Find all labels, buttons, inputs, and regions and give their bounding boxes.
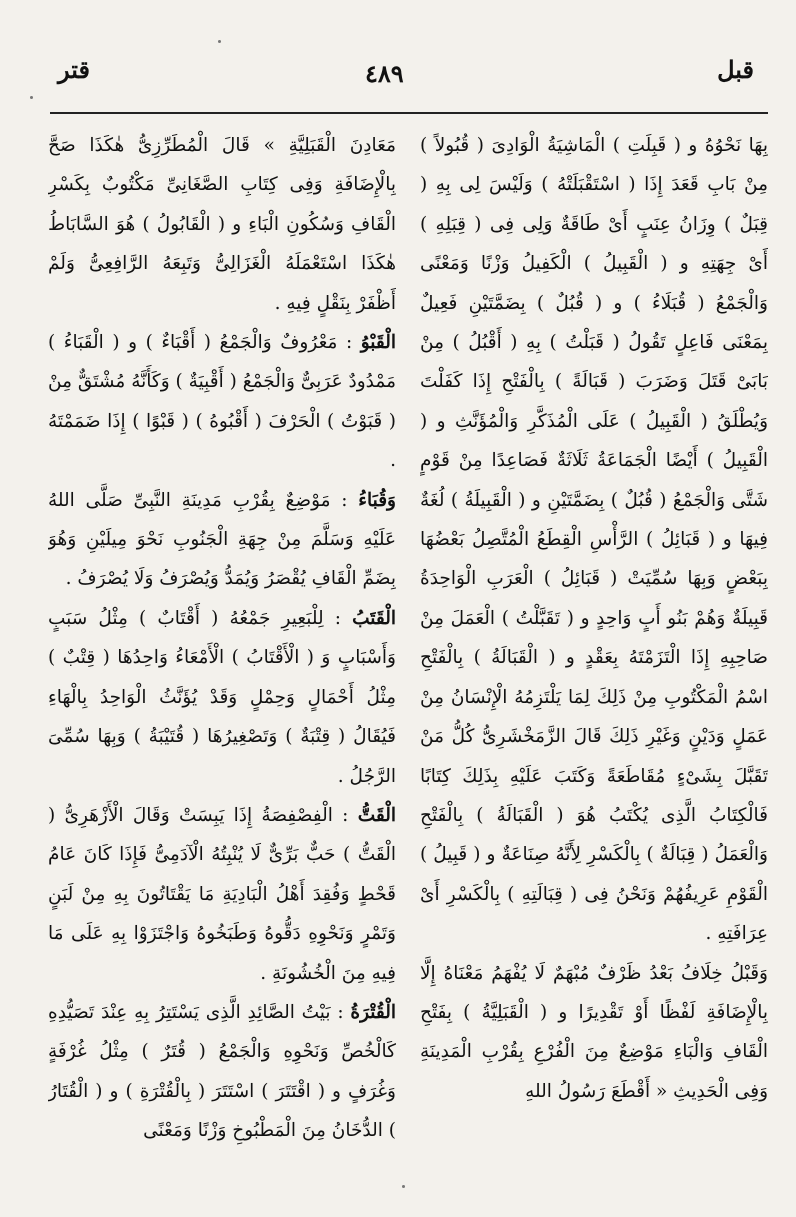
entry-text: : الْفِصْفِصَةُ إِذَا يَبِسَتْ وَقَالَ الْأَزْهَرِىُّ ( الْقَتُّ ) حَبٌّ بَرِّىٌّ لَا يُنْبِتُهُ الْآدَمِىُّ فَإِذَا كَانَ عَامُ قَحْطٍ وَفُقِدَ أَهْلُ الْبَادِيَةِ مَا يَقْتَاتُونَ بِهِ مِنْ لَبَنٍ وَتَمْرٍ وَنَحْوِهِ دَقُّوهُ وَطَبَخُوهُ وَاجْتَزَوْا بِهِ عَلَى مَا فِيهِ مِنَ الْخُشُونَةِ .: [48, 804, 396, 984]
entry-text: مَعَادِنَ الْقَبَلِيَّةِ » قَالَ الْمُطَرِّزِىُّ هٰكَذَا صَحَّ بِالْإِضَافَةِ وَفِى كِتَابِ الصَّغَانِىِّ مَكْتُوبٌ بِكَسْرِ الْقَافِ وَسُكُونِ الْبَاءِ و ( الْقَابُولُ ) هُوَ السَّابَاطُ هٰكَذَا اسْتَعْمَلَهُ الْغَزَالِىُّ وَتَبِعَهُ الرَّافِعِىُّ وَلَمْ أَظْفَرْ بِنَقْلٍ فِيهِ .: [48, 135, 396, 314]
header-rule: [50, 112, 768, 114]
entry-text: : بَيْتُ الصَّائِدِ الَّذِى يَسْتَتِرُ بِهِ عِنْدَ تَصَيُّدِهِ كَالْخُصِّ وَنَحْوِهِ وَالْجَمْعُ ( قُتَرٌ ) مِثْلُ غُرْفَةٍ وَغُرَفٍ و ( اقْتَتَرَ ) اسْتَتَرَ ( بِالْقُتْرَةِ ) و ( الْقُتَارُ ) الدُّخَانُ مِنَ الْمَطْبُوخِ وَزْنًا وَمَعْنًى: [48, 1001, 396, 1142]
entry-text: : مَوْضِعٌ بِقُرْبِ مَدِينَةِ النَّبِىِّ صَلَّى اللهُ عَلَيْهِ وَسَلَّمَ مِنْ جِهَةِ الْجَنُوبِ نَحْوَ مِيلَيْنِ وَهُوَ بِضَمِّ الْقَافِ يُقْصَرُ وَيُمَدُّ وَيُصْرَفُ وَلَا يُصْرَفُ .: [48, 489, 396, 590]
entry-lemma: الْقَبْوُ: [360, 332, 396, 354]
page-header: [0, 55, 796, 105]
dictionary-entry: [420, 126, 768, 954]
entry-text: وَقَبْلُ خِلَافُ بَعْدُ ظَرْفٌ مُبْهَمٌ لَا يُفْهَمُ مَعْنَاهُ إِلَّا بِالْإِضَافَةِ لَفْظًا أَوْ تَقْدِيرًا و ( الْقَبَلِيَّةُ ) بِفَتْحِ الْقَافِ وَالْبَاءِ مَوْضِعٌ مِنَ الْفُرْعِ بِقُرْبِ الْمَدِينَةِ وَفِى الْحَدِيثِ « أَقْطَعَ رَسُولُ اللهِ: [420, 962, 768, 1102]
right-column: [420, 126, 768, 1166]
dictionary-entry: [48, 993, 396, 1151]
left-column: [48, 126, 396, 1166]
entry-lemma: الْقَتُّ: [357, 804, 396, 826]
entry-text: بِهَا نَحْوُهُ و ( قَبِلَتِ ) الْمَاشِيَةُ الْوَادِىَ ( قُبُولاً ) مِنْ بَابِ قَعَدَ إِذَا ( اسْتَقْبَلَتْهُ ) وَلَيْسَ لِى بِهِ ( قِبَلٌ ) وِزَانُ عِنَبٍ أَىْ طَاقَةٌ وَلِى فِى ( قِبَلِهِ ) أَىْ جِهَتِهِ و ( الْقَبِيلُ ) الْكَفِيلُ وَزْنًا وَمَعْنًى وَالْجَمْعُ ( قُبَلَاءُ ) و ( قُبُلٌ ) بِضَمَّتَيْنِ فَعِيلٌ بِمَعْنَى فَاعِلٍ تَقُولُ ( قَبَلْتُ ) بِهِ ( أَقْبُلُ ) مِنْ بَابَىْ قَتَلَ وَضَرَبَ ( قَبَالَةً ) بِالْفَتْحِ إِذَا كَفَلْتَ وَيُطْلَقُ ( الْقَبِيلُ ) عَلَى الْمُذَكَّرِ وَالْمُؤَنَّثِ و ( الْقَبِيلُ ) أَيْضًا الْجَمَاعَةُ ثَلَاثَةٌ فَصَاعِدًا مِنْ قَوْمٍ شَتَّى وَالْجَمْعُ ( قُبُلٌ ) بِضَمَّتَيْنِ و ( الْقَبِيلَةُ ) لُغَةٌ فِيهَا و ( قَبَائِلُ ) الرَّأْسِ الْقِطَعُ الْمُتَّصِلُ بَعْضُهَا بِبَعْضٍ وَبِهَا سُمِّيَتْ ( قَبَائِلُ ) الْعَرَبِ الْوَاحِدَةُ قَبِيلَةٌ وَهُمْ بَنُو أَبٍ وَاحِدٍ و ( تَقَبَّلْتُ ) الْعَمَلَ مِنْ صَاحِبِهِ إِذَا الْتَزَمْتَهُ بِعَقْدٍ و ( الْقَبَالَةُ ) بِالْفَتْحِ اسْمُ الْمَكْتُوبِ مِنْ ذَلِكَ لِمَا يَلْتَزِمُهُ الْإِنْسَانُ مِنْ عَمَلٍ وَدَيْنٍ وَغَيْرِ ذَلِكَ قَالَ الزَّمَخْشَرِىُّ كُلُّ مَنْ تَقَبَّلَ بِشَىْءٍ مُقَاطَعَةً وَكَتَبَ عَلَيْهِ بِذَلِكَ كِتَابًا فَالْكِتَابُ الَّذِى يُكْتَبُ هُوَ ( الْقَبَالَةُ ) بِالْفَتْحِ وَالْعَمَلُ ( قِبَالَةٌ ) بِالْكَسْرِ لِأَنَّهُ صِنَاعَةٌ و ( قَبِيلُ ) الْقَوْمِ عَرِيفُهُمْ وَنَحْنُ فِى ( قِبَالَتِهِ ) بِالْكَسْرِ أَىْ عِرَافَتِهِ .: [420, 135, 768, 945]
dictionary-entry: [420, 954, 768, 1112]
dictionary-entry: [48, 796, 396, 993]
scan-speck: [402, 1185, 405, 1188]
entry-lemma: وَقُبَاءُ: [358, 489, 396, 511]
scan-speck: [218, 40, 221, 43]
entry-lemma: الْقُتْرَةُ: [350, 1001, 396, 1023]
page-number: ٤٨٩: [365, 59, 404, 88]
dictionary-entry: [48, 323, 396, 481]
dictionary-entry: [48, 126, 396, 323]
dictionary-entry: [48, 599, 396, 796]
guide-word-right: قبل: [717, 55, 754, 84]
entry-lemma: الْقَتَبُ: [352, 607, 396, 629]
entry-text: : لِلْبَعِيرِ جَمْعُهُ ( أَقْتَابٌ ) مِثْلُ سَبَبٍ وَأَسْبَابٍ وَ ( الْأَقْتَابُ ) الْأَمْعَاءُ وَاحِدُهَا ( قِتْبٌ ) مِثْلُ أَحْمَالٍ وَحِمْلٍ وَقَدْ يُؤَنَّثُ الْوَاحِدُ بِالْهَاءِ فَيُقَالُ ( قِتْبَةٌ ) وَتَصْغِيرُهَا ( قُتَيْبَةُ ) وَبِهَا سُمِّىَ الرَّجُلُ .: [48, 607, 396, 787]
dictionary-entry: [48, 481, 396, 599]
guide-word-left: قتر: [58, 55, 90, 84]
scan-speck: [30, 96, 33, 99]
entry-text: : مَعْرُوفٌ وَالْجَمْعُ ( أَقْبَاءٌ ) و ( الْقَبَاءُ ) مَمْدُودٌ عَرَبِىٌّ وَالْجَمْعُ ( أَقْبِيَةٌ ) وَكَأَنَّهُ مُشْتَقٌّ مِنْ ( قَبَوْتُ ) الْحَرْفَ ( أَقْبُوهُ ) ( قَبْوًا ) إِذَا ضَمَمْتَهُ .: [48, 332, 396, 472]
